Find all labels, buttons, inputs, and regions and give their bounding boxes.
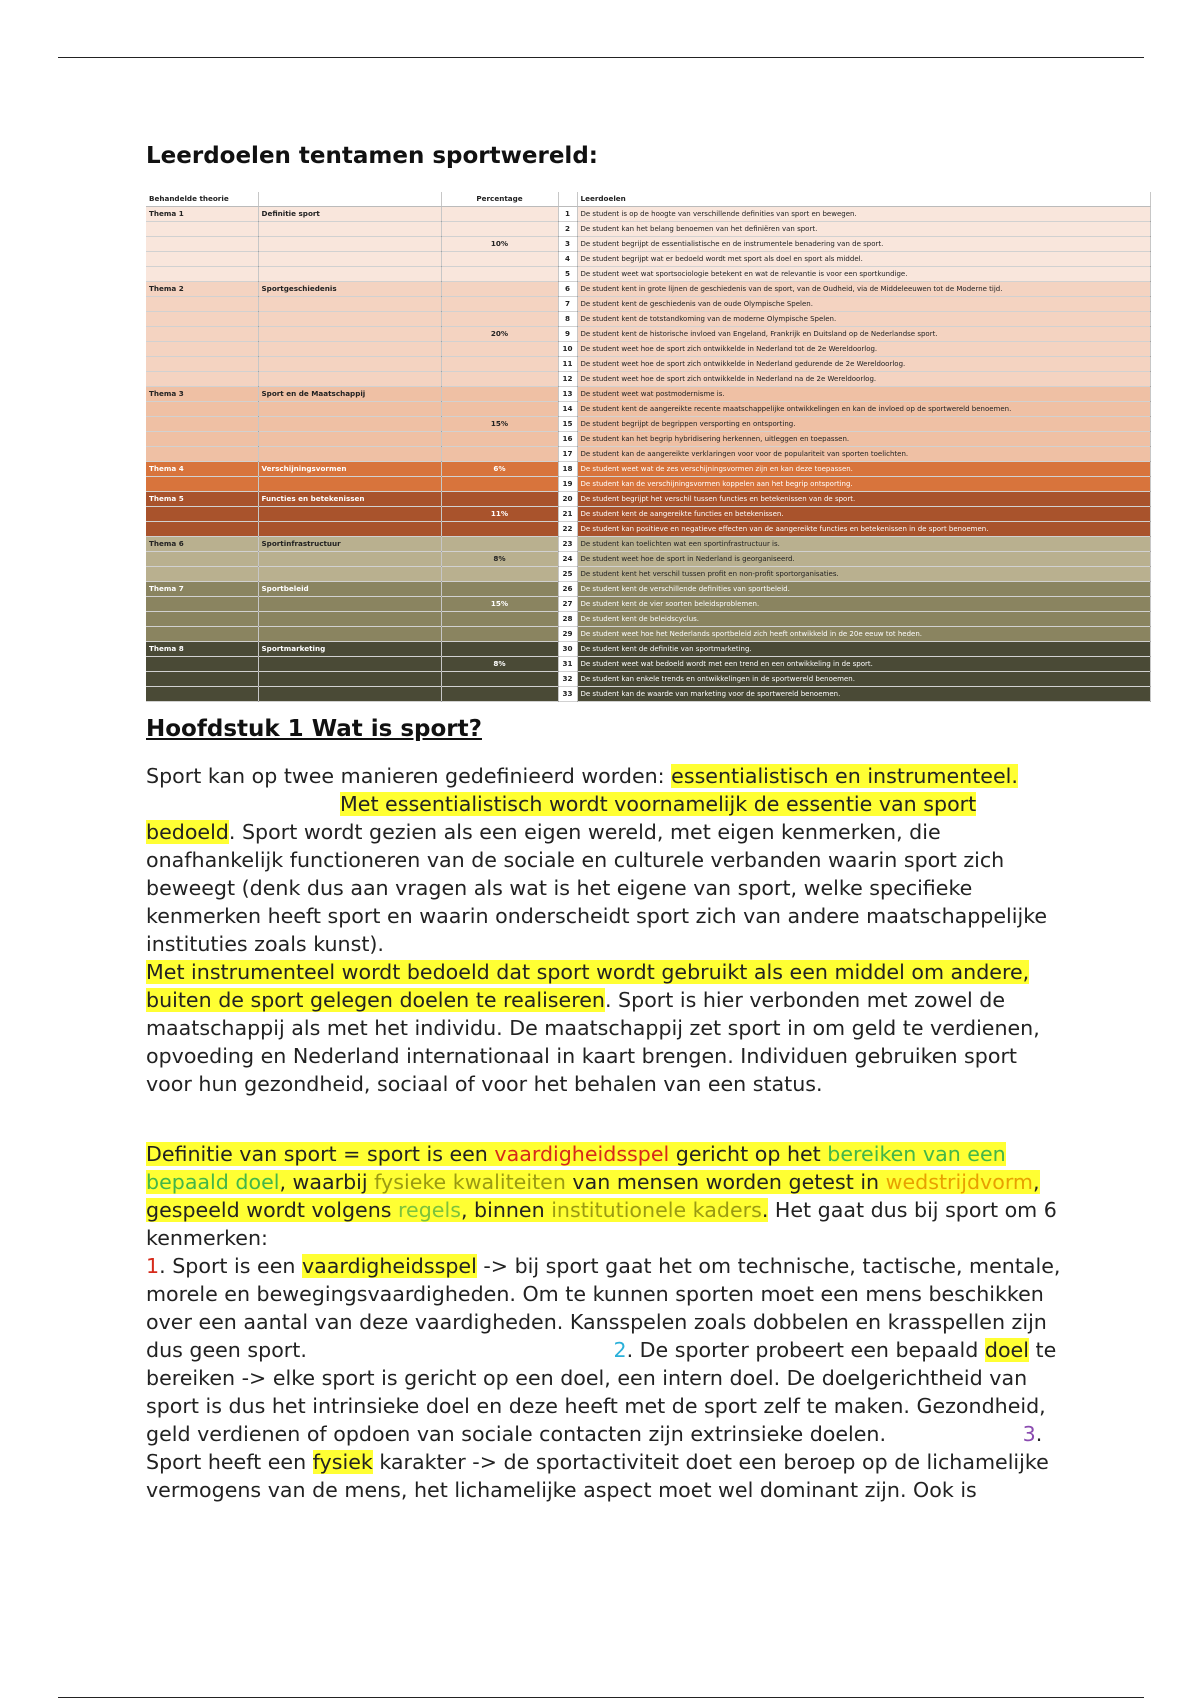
goal-text: De student weet hoe de sport zich ontwikkelde in Nederland tot de 2e Wereldoorlog.	[577, 342, 1150, 357]
goal-text: De student kan de waarde van marketing voor de sportwereld benoemen.	[577, 687, 1150, 702]
goal-text: De student kent in grote lijnen de geschiedenis van de sport, van de Oudheid, via de Middeleeuwen tot de Moderne tijd.	[577, 282, 1150, 297]
table-row	[146, 672, 1150, 687]
theme-label: Thema 4	[146, 462, 258, 477]
table-row	[146, 507, 1150, 522]
theme-topic: Verschijningsvormen	[258, 462, 441, 477]
table-row	[146, 312, 1150, 327]
table-row	[146, 492, 1150, 507]
table-row	[146, 537, 1150, 552]
goal-number: 2	[558, 222, 577, 237]
goal-number: 26	[558, 582, 577, 597]
bottom-rule	[58, 1697, 1144, 1698]
table-row	[146, 237, 1150, 252]
table-row	[146, 267, 1150, 282]
goal-text: De student kent de totstandkoming van de moderne Olympische Spelen.	[577, 312, 1150, 327]
table-row	[146, 297, 1150, 312]
paragraph-sport-definition: Definitie van sport = sport is een vaardigheidsspel gericht op het bereiken van een bepaald doel, waarbij fysieke kwaliteiten van mensen worden getest in wedstrijdvorm, gespeeld wordt volgens regels, binnen institutionele kaders. Het gaat dus bij sport om 6 kenmerken: 1. Sport is een vaardigheidsspel -> bij sport gaat het om technische, tactische, mentale, morele en bewegingsvaardigheden. Om te kunnen sporten moet een mens beschikken over een aantal van deze vaardigheden. Kansspelen zoals dobbelen en krasspellen zijn dus geen sport. 2. De sporter probeert een bepaald doel te bereiken -> elke sport is gericht op een doel, een intern doel. De doelgerichtheid van sport is dus het intrinsieke doel en deze heeft met de sport zelf te maken. Gezondheid, geld verdienen of opdoen van sociale contacten zijn extrinsieke doelen. 3. Sport heeft een fysiek karakter -> de sportactiviteit doet een beroep op de lichamelijke vermogens van de mens, het lichamelijke aspect moet wel dominant zijn. Ook is	[146, 1142, 1061, 1502]
theme-label: Thema 2	[146, 282, 258, 297]
theme-topic: Definitie sport	[258, 207, 441, 222]
theme-label: Thema 6	[146, 537, 258, 552]
table-row	[146, 627, 1150, 642]
goal-text: De student kan de verschijningsvormen koppelen aan het begrip ontsporting.	[577, 477, 1150, 492]
table-row	[146, 582, 1150, 597]
list-number-3: 3	[1022, 1422, 1036, 1446]
table-row	[146, 447, 1150, 462]
goal-number: 3	[558, 237, 577, 252]
goal-text: De student is op de hoogte van verschillende definities van sport en bewegen.	[577, 207, 1150, 222]
table-row	[146, 357, 1150, 372]
goal-text: De student weet hoe de sport in Nederland is georganiseerd.	[577, 552, 1150, 567]
goal-text: De student kan toelichten wat een sportinfrastructuur is.	[577, 537, 1150, 552]
goal-number: 7	[558, 297, 577, 312]
goal-text: De student kan de aangereikte verklaringen voor voor de populariteit van sporten toelichten.	[577, 447, 1150, 462]
table-row	[146, 372, 1150, 387]
table-row	[146, 417, 1150, 432]
term-regels: regels	[398, 1198, 461, 1222]
list-number-1: 1	[146, 1254, 160, 1278]
goal-number: 23	[558, 537, 577, 552]
goal-text: De student weet hoe de sport zich ontwikkelde in Nederland gedurende de 2e Wereldoorlog.	[577, 357, 1150, 372]
page-title: Leerdoelen tentamen sportwereld:	[146, 143, 598, 169]
theme-label: Thema 1	[146, 207, 258, 222]
goal-number: 27	[558, 597, 577, 612]
goal-number: 15	[558, 417, 577, 432]
goal-number: 13	[558, 387, 577, 402]
goal-number: 11	[558, 357, 577, 372]
theme-topic: Sport en de Maatschappij	[258, 387, 441, 402]
table-row	[146, 477, 1150, 492]
goal-number: 19	[558, 477, 577, 492]
goal-number: 18	[558, 462, 577, 477]
list-number-2: 2	[613, 1338, 627, 1362]
highlight-instrumental: Met instrumenteel wordt bedoeld dat sport wordt gebruikt als een middel om andere, buiten de sport gelegen doelen te realiseren	[146, 960, 1030, 1012]
header-percentage: Percentage	[441, 192, 558, 207]
theme-topic: Sportbeleid	[258, 582, 441, 597]
theme-percentage: 15%	[441, 597, 558, 612]
goal-number: 32	[558, 672, 577, 687]
goal-number: 1	[558, 207, 577, 222]
table-header-row	[146, 192, 1150, 207]
header-goals: Leerdoelen	[577, 192, 1150, 207]
table-row	[146, 567, 1150, 582]
table-row	[146, 432, 1150, 447]
goal-number: 10	[558, 342, 577, 357]
top-rule	[58, 57, 1144, 58]
theme-label: Thema 7	[146, 582, 258, 597]
goal-text: De student kent de historische invloed van Engeland, Frankrijk en Duitsland op de Nederlandse sport.	[577, 327, 1150, 342]
theme-percentage: 20%	[441, 327, 558, 342]
table-row	[146, 327, 1150, 342]
table-row	[146, 222, 1150, 237]
term-wedstrijdvorm: wedstrijdvorm	[885, 1170, 1033, 1194]
table-row	[146, 462, 1150, 477]
goal-number: 25	[558, 567, 577, 582]
goal-number: 12	[558, 372, 577, 387]
goal-text: De student kan positieve en negatieve effecten van de aangereikte functies en betekenissen in de sport benoemen.	[577, 522, 1150, 537]
goal-text: De student kan het begrip hybridisering herkennen, uitleggen en toepassen.	[577, 432, 1150, 447]
goal-number: 24	[558, 552, 577, 567]
theme-percentage: 8%	[441, 657, 558, 672]
goal-text: De student kent de verschillende definities van sportbeleid.	[577, 582, 1150, 597]
goal-text: De student begrijpt wat er bedoeld wordt met sport als doel en sport als middel.	[577, 252, 1150, 267]
goal-text: De student weet hoe de sport zich ontwikkelde in Nederland na de 2e Wereldoorlog.	[577, 372, 1150, 387]
goal-text: De student weet wat sportsociologie betekent en wat de relevantie is voor een sportkundige.	[577, 267, 1150, 282]
paragraph-definitions: Sport kan op twee manieren gedefinieerd worden: essentialistisch en instrumenteel.Met essentialistisch wordt voornamelijk de essentie van sport bedoeld. Sport wordt gezien als een eigen wereld, met eigen kenmerken, die onafhankelijk functioneren van de sociale en culturele verbanden waarin sport zich beweegt (denk dus aan vragen als wat is het eigene van sport, welke specifieke kenmerken heeft sport en waarin onderscheidt sport zich van andere maatschappelijke instituties zoals kunst). Met instrumenteel wordt bedoeld dat sport wordt gebruikt als een middel om andere, buiten de sport gelegen doelen te realiseren. Sport is hier verbonden met zowel de maatschappij als met het individu. De maatschappij zet sport in om geld te verdienen, opvoeding en Nederland internationaal in kaart brengen. Individuen gebruiken sport voor hun gezondheid, sociaal of voor het behalen van een status.	[146, 764, 1048, 1096]
learning-goals-table	[146, 192, 1150, 699]
theme-percentage: 15%	[441, 417, 558, 432]
goal-text: De student kent de definitie van sportmarketing.	[577, 642, 1150, 657]
table-row	[146, 597, 1150, 612]
goal-number: 17	[558, 447, 577, 462]
goal-number: 9	[558, 327, 577, 342]
goal-number: 31	[558, 657, 577, 672]
goal-text: De student kent de vier soorten beleidsproblemen.	[577, 597, 1150, 612]
theme-topic: Sportgeschiedenis	[258, 282, 441, 297]
theme-percentage: 10%	[441, 237, 558, 252]
theme-percentage: 6%	[441, 462, 558, 477]
goal-number: 21	[558, 507, 577, 522]
header-theory: Behandelde theorie	[146, 192, 258, 207]
theme-label: Thema 3	[146, 387, 258, 402]
goal-number: 20	[558, 492, 577, 507]
table-row	[146, 552, 1150, 567]
goal-text: De student kent de beleidscyclus.	[577, 612, 1150, 627]
table-row	[146, 387, 1150, 402]
highlight-essentialistic-instrumental: essentialistisch en instrumenteel.	[671, 764, 1018, 788]
goal-number: 8	[558, 312, 577, 327]
theme-label: Thema 8	[146, 642, 258, 657]
table-row	[146, 207, 1150, 222]
goal-text: De student weet wat de zes verschijningsvormen zijn en kan deze toepassen.	[577, 462, 1150, 477]
goal-text: De student kan enkele trends en ontwikkelingen in de sportwereld benoemen.	[577, 672, 1150, 687]
goal-text: De student begrijpt de begrippen versporting en ontsporting.	[577, 417, 1150, 432]
theme-percentage: 8%	[441, 552, 558, 567]
theme-percentage: 11%	[441, 507, 558, 522]
goal-text: De student weet wat bedoeld wordt met een trend en een ontwikkeling in de sport.	[577, 657, 1150, 672]
goal-number: 6	[558, 282, 577, 297]
term-institutionele-kaders: institutionele kaders	[551, 1198, 762, 1222]
table-row	[146, 282, 1150, 297]
goal-text: De student begrijpt het verschil tussen functies en betekenissen van de sport.	[577, 492, 1150, 507]
theme-topic: Functies en betekenissen	[258, 492, 441, 507]
table-row	[146, 612, 1150, 627]
table-row	[146, 657, 1150, 672]
theme-label: Thema 5	[146, 492, 258, 507]
goal-number: 30	[558, 642, 577, 657]
table-row	[146, 252, 1150, 267]
goal-text: De student weet wat postmodernisme is.	[577, 387, 1150, 402]
table-row	[146, 402, 1150, 417]
goal-text: De student kent het verschil tussen profit en non-profit sportorganisaties.	[577, 567, 1150, 582]
goal-text: De student kan het belang benoemen van het definiëren van sport.	[577, 222, 1150, 237]
goal-text: De student begrijpt de essentialistische en de instrumentele benadering van de sport.	[577, 237, 1150, 252]
goal-number: 33	[558, 687, 577, 702]
goals-table	[146, 192, 1151, 702]
goal-number: 4	[558, 252, 577, 267]
goal-number: 29	[558, 627, 577, 642]
goal-number: 16	[558, 432, 577, 447]
goal-text: De student weet hoe het Nederlands sportbeleid zich heeft ontwikkeld in de 20e eeuw tot heden.	[577, 627, 1150, 642]
goal-number: 28	[558, 612, 577, 627]
table-row	[146, 687, 1150, 702]
term-doel: bereiken van een bepaald doel	[146, 1142, 1006, 1194]
goal-number: 22	[558, 522, 577, 537]
goal-text: De student kent de aangereikte recente maatschappelijke ontwikkelingen en kan de invloed op de sportwereld benoemen.	[577, 402, 1150, 417]
theme-topic: Sportmarketing	[258, 642, 441, 657]
goal-text: De student kent de aangereikte functies en betekenissen.	[577, 507, 1150, 522]
highlight-essentialistic: Met essentialistisch wordt voornamelijk de essentie van sport bedoeld	[146, 792, 977, 844]
table-row	[146, 522, 1150, 537]
chapter-heading: Hoofdstuk 1 Wat is sport?	[146, 716, 482, 742]
table-row	[146, 642, 1150, 657]
goal-number: 5	[558, 267, 577, 282]
goal-number: 14	[558, 402, 577, 417]
theme-topic: Sportinfrastructuur	[258, 537, 441, 552]
table-row	[146, 342, 1150, 357]
goal-text: De student kent de geschiedenis van de oude Olympische Spelen.	[577, 297, 1150, 312]
term-vaardigheidsspel: vaardigheidsspel	[494, 1142, 670, 1166]
term-fysiek: fysieke kwaliteiten	[374, 1170, 566, 1194]
